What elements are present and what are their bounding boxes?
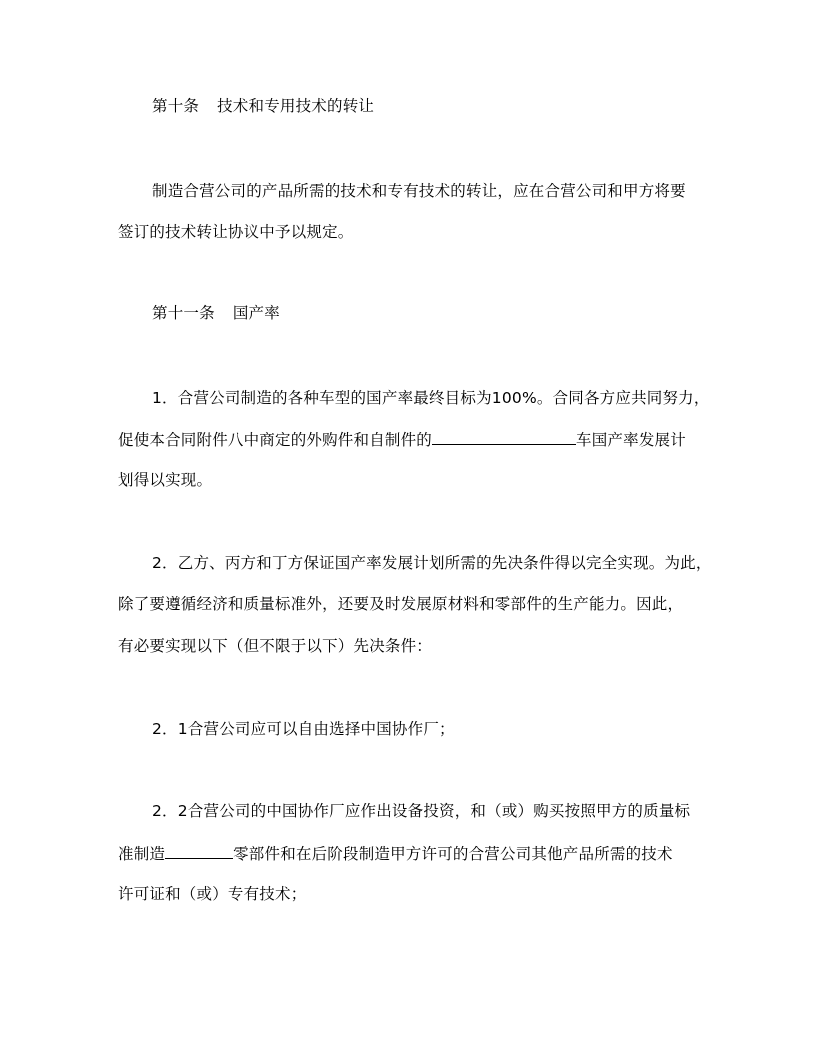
item-2-2-line-2 [118, 843, 708, 864]
item-2-line-2: 除了要遵循经济和质量标准外，还要及时发展原材料和零部件的生产能力。因此， [118, 595, 684, 613]
item-2-line-1: 2．乙方、丙方和丁方保证国产率发展计划所需的先决条件得以完全实现。为此， [152, 554, 712, 572]
item-2-2-line-2-pre: 准制造 [118, 845, 166, 863]
item-1-line-3: 划得以实现。 [118, 471, 213, 489]
article-10-number: 第十条 [152, 97, 200, 115]
item-2-line-3: 有必要实现以下（但不限于以下）先决条件： [118, 637, 433, 655]
item-1-line-2-post: 车国产率发展计 [576, 431, 686, 449]
item-2-1: 2．1合营公司应可以自由选择中国协作厂； [152, 720, 455, 738]
item-1-line-1: 1．合营公司制造的各种车型的国产率最终目标为100%。合同各方应共同努力， [152, 389, 710, 407]
article-10-paragraph-line-2: 签订的技术转让协议中予以规定。 [118, 223, 354, 241]
article-11-title: 国产率 [232, 304, 280, 322]
fill-in-blank [165, 843, 233, 859]
article-11-number: 第十一条 [152, 304, 215, 322]
item-1-line-2 [118, 429, 708, 450]
item-1-line-2-pre: 促使本合同附件八中商定的外购件和自制件的 [118, 431, 433, 449]
article-11-heading [152, 303, 742, 323]
article-10-heading [152, 96, 742, 116]
fill-in-blank [432, 429, 576, 445]
article-10-paragraph-line-1: 制造合营公司的产品所需的技术和专有技术的转让，应在合营公司和甲方将要 [152, 182, 686, 200]
article-10-title: 技术和专用技术的转让 [217, 97, 375, 115]
item-2-2-line-2-post: 零部件和在后阶段制造甲方许可的合营公司其他产品所需的技术 [233, 845, 673, 863]
item-2-2-line-1: 2．2合营公司的中国协作厂应作出设备投资，和（或）购买按照甲方的质量标 [152, 802, 691, 820]
item-2-2-line-3: 许可证和（或）专有技术； [118, 885, 307, 903]
